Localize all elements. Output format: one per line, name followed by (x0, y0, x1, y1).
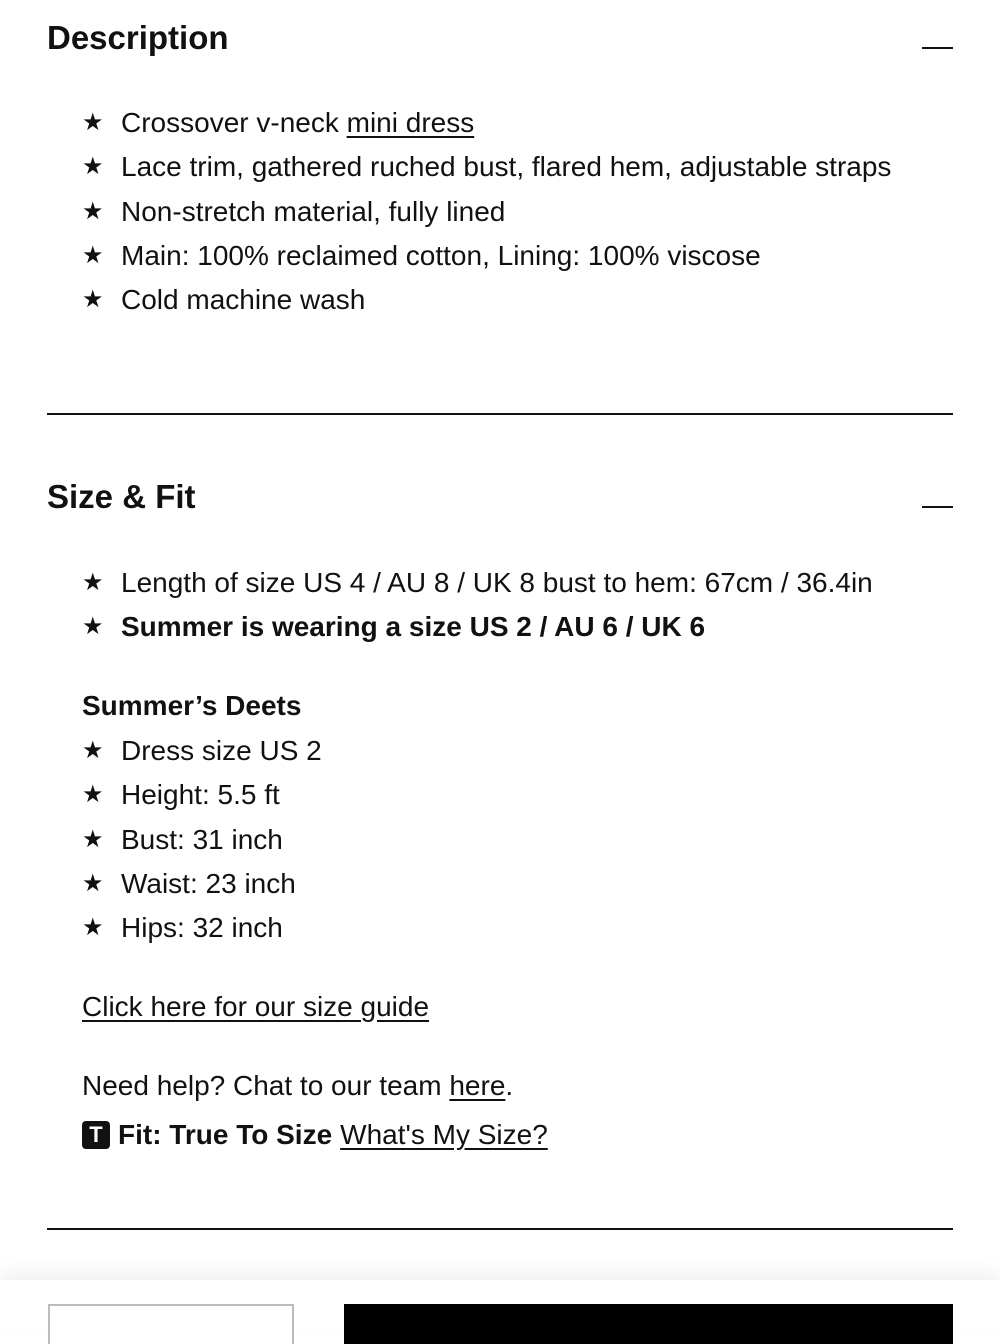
description-collapse-button[interactable] (922, 36, 953, 60)
list-item-text: Main: 100% reclaimed cotton, Lining: 100% viscose (121, 239, 761, 271)
mini-dress-link[interactable]: mini dress (346, 107, 475, 138)
minus-icon (922, 47, 953, 49)
list-item (82, 605, 960, 649)
list-item (82, 190, 940, 234)
list-item (82, 145, 940, 189)
star-icon: ★ (82, 286, 104, 314)
star-icon: ★ (82, 109, 104, 136)
list-item (82, 729, 940, 773)
list-item-text: Bust: 31 inch (121, 823, 283, 855)
list-item-text: Non-stretch material, fully lined (121, 195, 506, 227)
help-end: . (505, 1070, 514, 1101)
size-selector[interactable] (48, 1304, 294, 1344)
list-item (82, 278, 940, 322)
size-fit-header[interactable] (47, 477, 953, 537)
star-icon: ★ (82, 569, 104, 596)
list-item-text: Summer is wearing a size US 2 / AU 6 / UK 6 (121, 611, 706, 643)
list-item-text: Lace trim, gathered ruched bust, flared hem, adjustable straps (121, 151, 892, 183)
list-item (82, 773, 940, 817)
deets-list (82, 729, 940, 950)
list-item (82, 818, 940, 862)
star-icon: ★ (82, 825, 104, 853)
size-guide-row (82, 987, 429, 1027)
star-icon: ★ (82, 737, 104, 764)
list-item (82, 906, 940, 950)
section-divider (47, 413, 953, 415)
star-icon: ★ (82, 153, 104, 181)
list-item-text: Cold machine wash (121, 284, 366, 316)
list-item-text: Crossover v-neck (121, 107, 347, 138)
list-item-text: Length of size US 4 / AU 8 / UK 8 bust to hem: 67cm / 36.4in (121, 567, 873, 598)
list-item (82, 101, 940, 145)
whats-my-size-link[interactable]: What's My Size? (340, 1119, 548, 1150)
size-fit-collapse-button[interactable] (922, 495, 953, 519)
sticky-purchase-bar (0, 1280, 1000, 1333)
size-fit-list (82, 561, 960, 650)
deets-title: Summer’s Deets (82, 690, 302, 721)
list-item-text: Waist: 23 inch (121, 867, 296, 899)
minus-icon (922, 506, 953, 508)
list-item-text: Dress size US 2 (121, 735, 322, 766)
help-text: Need help? Chat to our team (82, 1070, 450, 1101)
list-item (82, 234, 940, 278)
section-divider (47, 1228, 953, 1230)
star-icon: ★ (82, 197, 104, 225)
description-header[interactable] (47, 18, 953, 78)
star-icon: ★ (82, 781, 104, 809)
star-icon: ★ (82, 914, 104, 942)
add-to-bag-button[interactable] (344, 1304, 953, 1344)
description-title: Description (47, 19, 229, 56)
help-line (82, 1066, 513, 1106)
fit-label: Fit: True To Size (118, 1119, 333, 1150)
list-item (82, 862, 940, 906)
list-item-text: Hips: 32 inch (121, 912, 283, 944)
t-badge-icon: T (82, 1121, 110, 1149)
description-list (82, 101, 940, 322)
fit-line (82, 1115, 548, 1155)
star-icon: ★ (82, 613, 104, 641)
size-fit-title: Size & Fit (47, 478, 196, 515)
chat-here-link[interactable]: here (449, 1070, 506, 1101)
size-guide-link[interactable]: Click here for our size guide (82, 991, 430, 1022)
star-icon: ★ (82, 869, 104, 897)
list-item (82, 561, 960, 605)
list-item-text: Height: 5.5 ft (121, 779, 280, 811)
star-icon: ★ (82, 241, 104, 269)
